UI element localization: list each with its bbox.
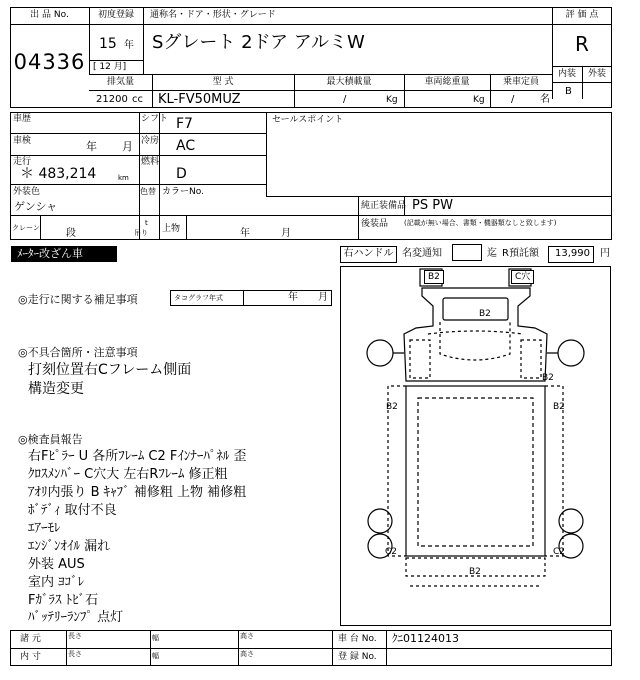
- damage-mark: B2: [542, 373, 554, 383]
- inspector-line: 外装 AUS: [28, 557, 85, 572]
- max-load-label: 最大積載量: [326, 77, 372, 87]
- grade-value: Sグレート 2ドア アルミW: [152, 32, 365, 53]
- name-change-box: [452, 244, 482, 261]
- damage-mark: B2: [469, 567, 481, 577]
- accessories-note: (記載が無い場合、書類・機器類なしと致します): [404, 219, 557, 227]
- fuel-value: D: [176, 166, 187, 182]
- gross-weight-label: 車両総重量: [424, 77, 470, 87]
- cab-outline: [404, 288, 547, 381]
- height-label: 高さ: [240, 632, 254, 640]
- inspector-line: 室内 ﾖｺﾞﾚ: [28, 575, 85, 590]
- score-label: 評 価 点: [565, 10, 599, 20]
- shift-label: シフト: [141, 114, 169, 124]
- height-label: 高さ: [240, 650, 254, 658]
- model-label: 型 式: [212, 77, 234, 87]
- width-label: 幅: [152, 634, 159, 642]
- chassis-value: ｸﾆ01124013: [392, 632, 459, 645]
- inspector-line: 右Fﾋﾟﾗｰ U 各所ﾌﾚｰﾑ C2 Fｲﾝﾅｰﾊﾟﾈﾙ 歪: [28, 449, 247, 464]
- displacement-label: 排気量: [106, 77, 134, 87]
- width-label: 幅: [152, 652, 159, 660]
- max-load-sep: /: [343, 94, 347, 105]
- capacity-unit: 名: [540, 94, 550, 105]
- recycle-amount: 13,990: [555, 248, 590, 259]
- reg-label: 登 録 No.: [338, 652, 377, 662]
- color-value: ゲンシャ: [14, 200, 58, 213]
- equipment-value: PS PW: [412, 198, 453, 213]
- damage-mark: B2: [479, 309, 491, 319]
- ac-label: 冷房: [141, 136, 160, 146]
- tachograph-year-unit: 年: [288, 292, 298, 303]
- damage-mark: C2: [385, 547, 398, 557]
- accessories-label: 後装品: [361, 219, 389, 229]
- inspection-label: 車検: [13, 136, 32, 146]
- color-no-label: カラーNo.: [162, 187, 204, 197]
- inspection-year-unit: 年: [86, 140, 97, 153]
- defect-line: 打刻位置右Cフレーム側面: [28, 362, 192, 378]
- odometer-alert-badge: ﾒｰﾀｰ改ざん車: [11, 246, 117, 262]
- mileage-unit: km: [118, 174, 129, 182]
- recycle-label: R預託額: [502, 248, 539, 259]
- wheel-front-right: [558, 340, 584, 366]
- deadline-label: 迄: [487, 248, 497, 259]
- crane-level: 段: [66, 228, 76, 239]
- length-label: 長さ: [68, 650, 82, 658]
- driving-notes-label: ◎走行に関する補足事項: [18, 293, 138, 306]
- defect-line: 構造変更: [28, 381, 84, 397]
- tachograph-month-unit: 月: [318, 292, 328, 303]
- first-reg-label: 初度登録: [97, 10, 134, 20]
- inspector-line: ﾊﾞｯﾃﾘｰﾗﾝﾌﾟ 点灯: [28, 610, 124, 625]
- body-label: 上物: [162, 224, 181, 234]
- defects-label: ◎不具合箇所・注意事項: [18, 346, 138, 359]
- crane-label: クレーン: [12, 224, 40, 232]
- first-reg-year: 15: [99, 36, 117, 52]
- capacity-sep: /: [511, 94, 515, 105]
- damage-mark: C2: [553, 547, 566, 557]
- capacity-label: 乗車定員: [502, 77, 539, 87]
- length-label: 長さ: [68, 632, 82, 640]
- name-change-label: 名変通知: [402, 248, 442, 259]
- mileage-value: ＊ 483,214: [20, 166, 97, 182]
- body-year-unit: 年: [240, 228, 250, 239]
- inspector-line: Fｶﾞﾗｽ ﾄﾋﾞ石: [28, 593, 99, 608]
- damage-mark: C穴: [511, 270, 534, 284]
- interior-dims-label: 内 寸: [20, 652, 41, 662]
- color-change-label: 色替: [140, 187, 156, 196]
- wheel-front-left: [367, 340, 393, 366]
- lot-number: 04336: [13, 50, 86, 74]
- shift-value: F7: [176, 116, 193, 132]
- recycle-unit: 円: [600, 248, 610, 259]
- exterior-label: 外装: [587, 69, 606, 79]
- interior-score: B: [565, 86, 572, 97]
- crane-t: t: [145, 219, 148, 227]
- damage-mark: B2: [553, 402, 565, 412]
- max-load-unit: Kg: [386, 95, 398, 105]
- grade-label: 通称名・ドア・形状・グレード: [150, 10, 276, 20]
- inspection-month-unit: 月: [122, 140, 133, 153]
- dims-label: 諸 元: [20, 634, 41, 644]
- tachograph-label: タコグラフ年式: [174, 294, 223, 302]
- first-reg-month: [ 12 月]: [93, 62, 127, 72]
- score-value: R: [575, 32, 589, 56]
- inspector-label: ◎検査員報告: [18, 433, 83, 446]
- first-reg-year-unit: 年: [124, 40, 134, 51]
- steering-value: 右ハンドル: [343, 248, 394, 259]
- inspector-line: ｱｵﾘ内張り B ｷｬﾌﾞ 補修粗 上物 補修粗: [28, 485, 247, 500]
- inspector-line: ｴｱｰﾓﾚ: [28, 521, 61, 536]
- ac-value: AC: [176, 138, 196, 154]
- gross-weight-unit: Kg: [473, 95, 485, 105]
- fuel-label: 燃料: [141, 157, 160, 167]
- header-frame: [10, 7, 612, 108]
- mileage-label: 走行: [13, 157, 32, 167]
- body-month-unit: 月: [281, 228, 291, 239]
- inspector-line: ﾎﾞﾃﾞｨ 取付不良: [28, 503, 117, 518]
- lot-label: 出 品 No.: [30, 10, 69, 20]
- crane-hoist: 吊り: [134, 229, 148, 237]
- interior-label: 内装: [557, 69, 576, 79]
- color-label: 外装色: [13, 187, 41, 197]
- sales-point-label: セールスポイント: [272, 115, 344, 125]
- damage-mark: B2: [424, 270, 444, 284]
- equipment-label: 純正装備品: [361, 201, 407, 211]
- displacement-value: 21200: [96, 94, 128, 105]
- inspector-line: ｴﾝｼﾞﾝｵｲﾙ 漏れ: [28, 539, 111, 554]
- model-value: KL-FV50MUZ: [158, 92, 241, 107]
- history-label: 車歴: [13, 114, 32, 124]
- damage-mark: B2: [386, 402, 398, 412]
- cargo-bed: [406, 386, 545, 556]
- displacement-unit: cc: [132, 94, 143, 105]
- chassis-label: 車 台 No.: [338, 634, 377, 644]
- inspector-line: ｸﾛｽﾒﾝﾊﾞｰ C穴大 左右Rﾌﾚｰﾑ 修正粗: [28, 467, 228, 482]
